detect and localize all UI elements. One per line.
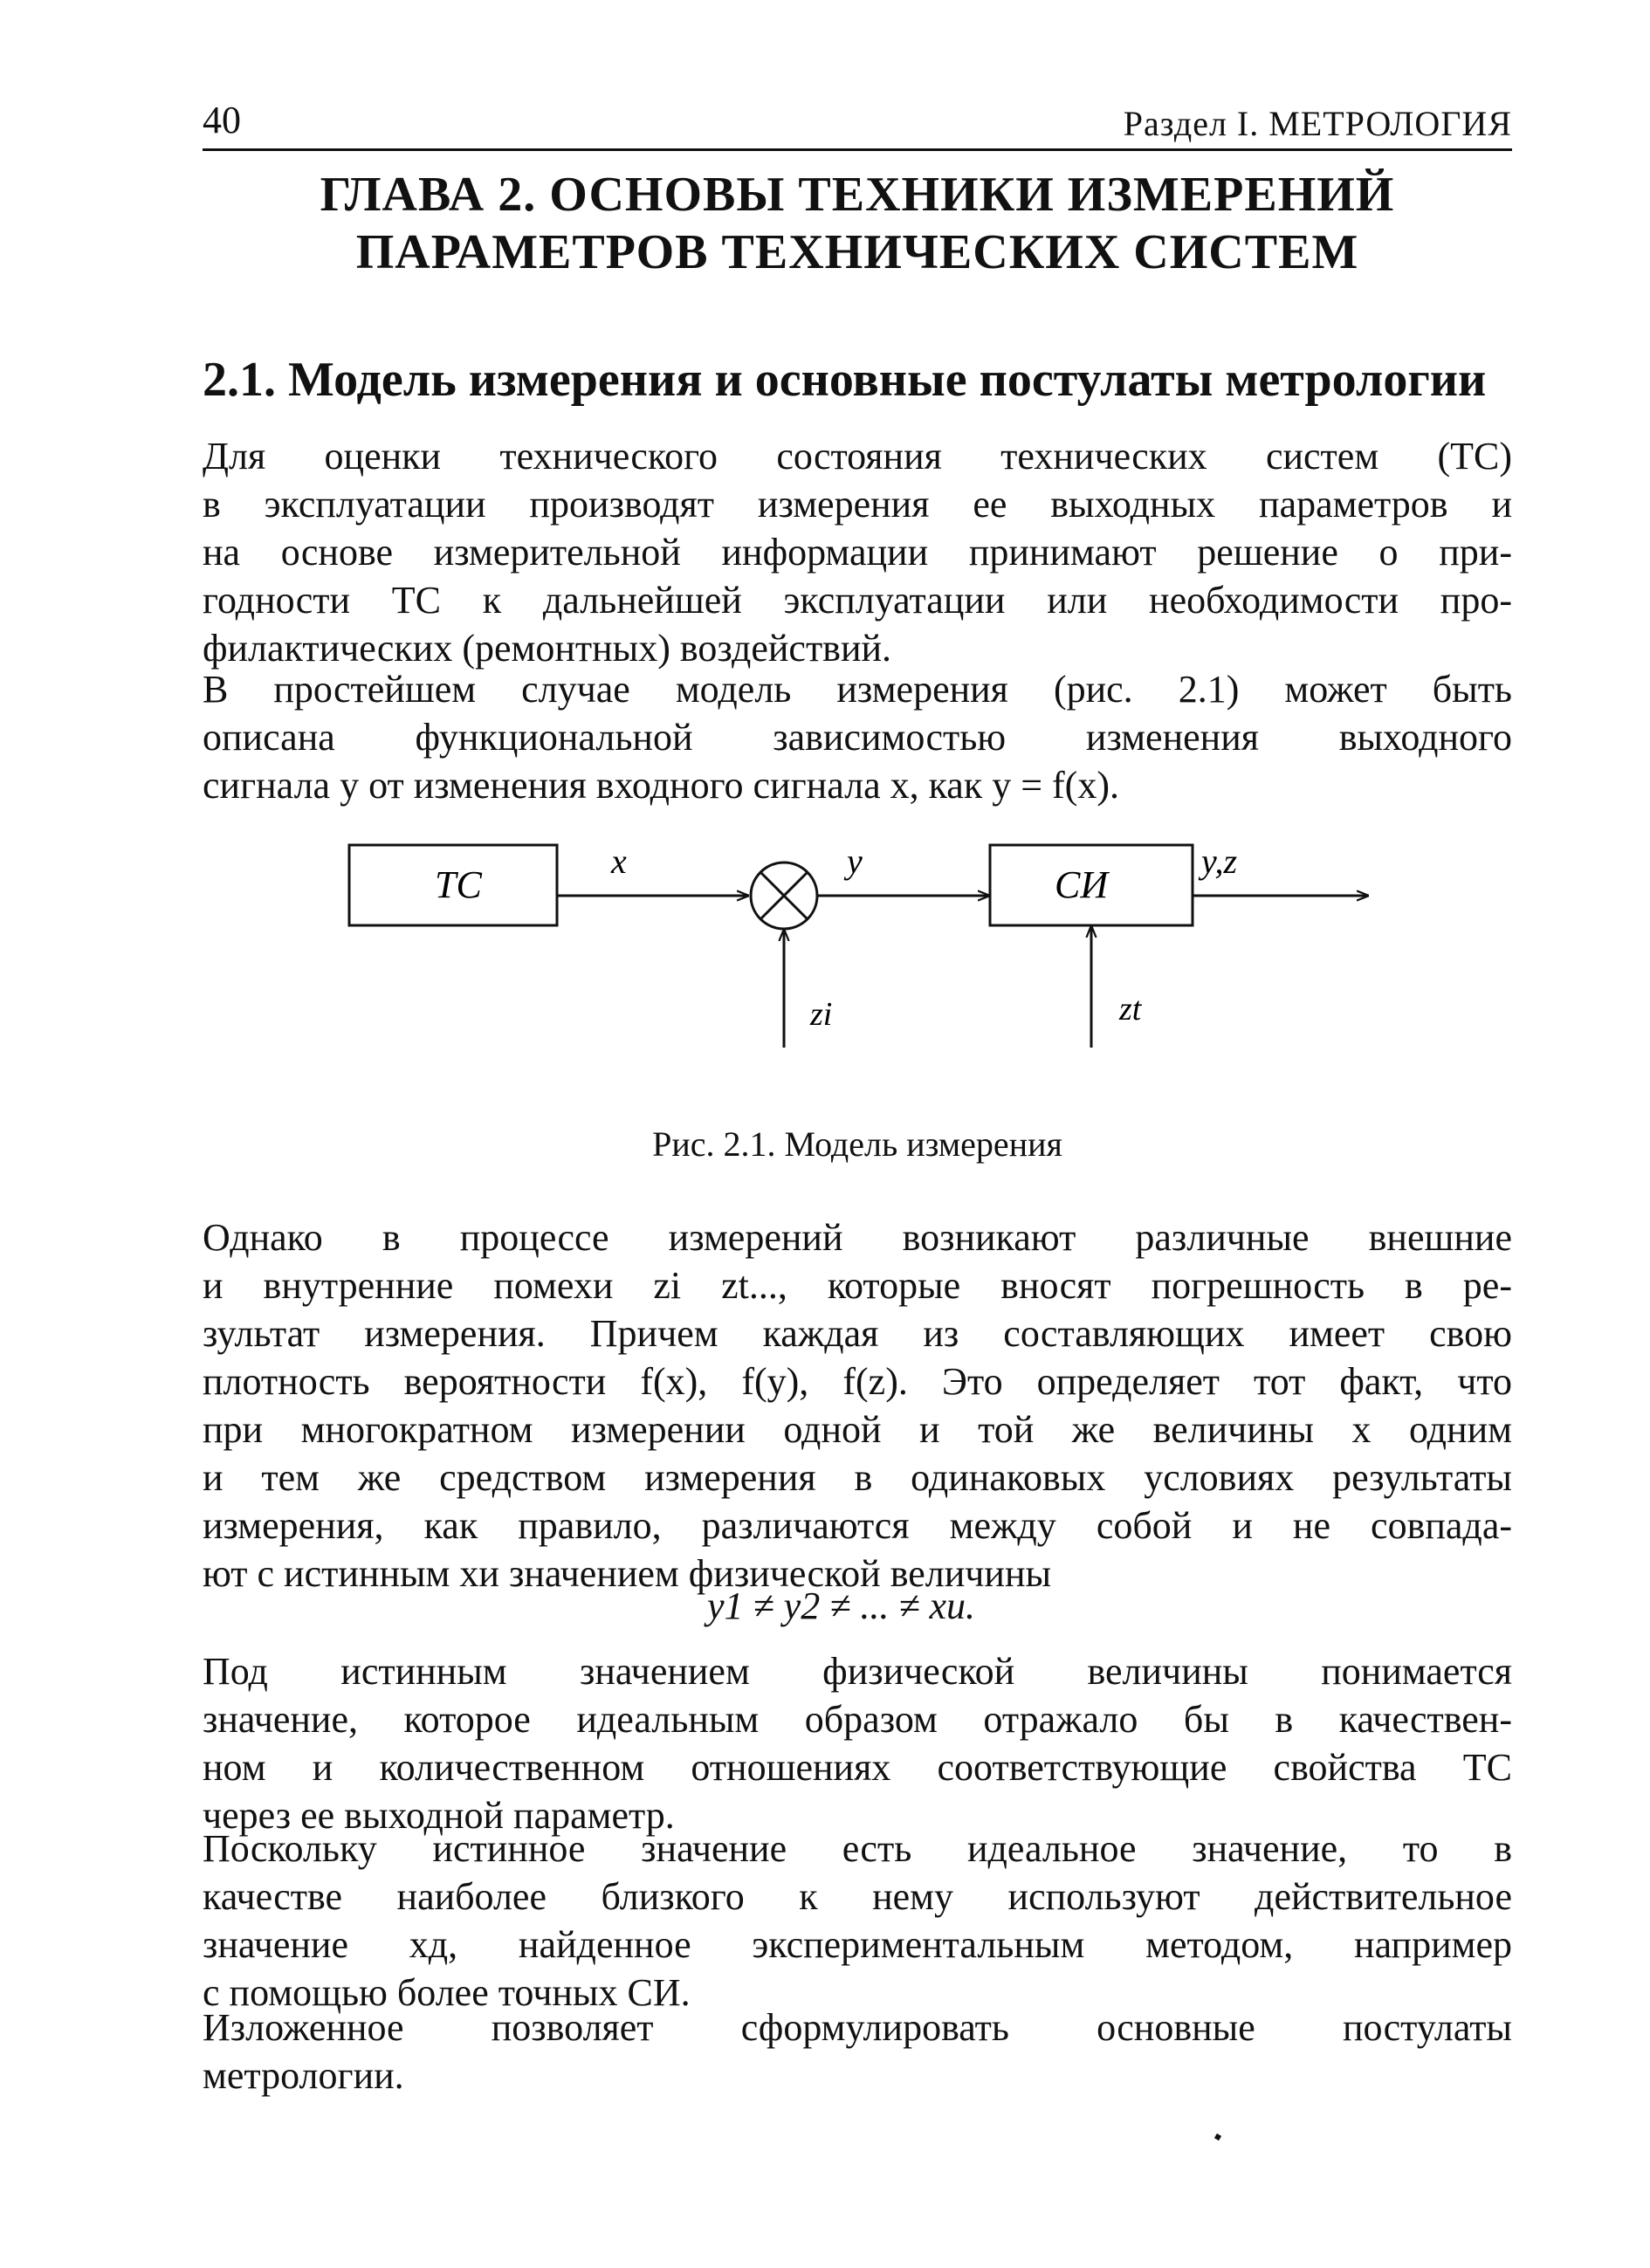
- text-line: плотность вероятности f(x), f(y), f(z). Это определяет тот факт, что: [203, 1360, 1512, 1403]
- summing-junction: [751, 863, 817, 929]
- label-x: x: [611, 842, 627, 881]
- chapter-heading: [203, 166, 1512, 281]
- text-line: на основе измерительной информации принимают решение о при-: [203, 531, 1512, 574]
- text-line: при многократном измерении одной и той же величины x одним: [203, 1408, 1512, 1451]
- text-line: ют с истинным xи значением физической величины: [203, 1552, 1052, 1595]
- page-header: [203, 98, 1512, 150]
- page-number: 40: [203, 99, 241, 141]
- text-line: Однако в процессе измерений возникают различные внешние: [203, 1216, 1512, 1259]
- text-line: В простейшем случае модель измерения (рис. 2.1) может быть: [203, 668, 1512, 711]
- text-line: с помощью более точных СИ.: [203, 1971, 691, 2014]
- text-line: значение xд, найденное экспериментальным методом, например: [203, 1923, 1512, 1966]
- text-line: Изложенное позволяет сформулировать основные постулаты: [203, 2006, 1512, 2049]
- running-section-title: Раздел I. МЕТРОЛОГИЯ: [1123, 104, 1512, 143]
- block-ts-label: ТС: [435, 863, 482, 906]
- paragraph-1: [203, 432, 1512, 672]
- text-line: через ее выходной параметр.: [203, 1794, 675, 1837]
- paragraph-3: [203, 1213, 1512, 1598]
- inequality-formula: y1 ≠ y2 ≠ ... ≠ xи.: [707, 1584, 976, 1627]
- text-line: зультат измерения. Причем каждая из составляющих имеет свою: [203, 1312, 1512, 1355]
- label-zt: zt: [1119, 991, 1142, 1027]
- paragraph-6: [203, 2003, 1512, 2100]
- chapter-heading-line-2: ПАРАМЕТРОВ ТЕХНИЧЕСКИХ СИСТЕМ: [355, 225, 1359, 279]
- text-line: значение, которое идеальным образом отражало бы в качествен-: [203, 1698, 1512, 1741]
- text-line: Для оценки технического состояния технических систем (ТС): [203, 435, 1512, 478]
- paragraph-4: [203, 1647, 1512, 1839]
- label-y: y: [847, 842, 863, 881]
- text-line: сигнала y от изменения входного сигнала x, как y = f(x).: [203, 764, 1119, 807]
- text-line: годности ТС к дальнейшей эксплуатации или необходимости про-: [203, 579, 1512, 622]
- text-line: и внутренние помехи zi zt..., которые вносят погрешность в ре-: [203, 1264, 1512, 1307]
- measurement-model-diagram: [332, 829, 1397, 1065]
- text-line: Поскольку истинное значение есть идеальное значение, то в: [203, 1827, 1512, 1870]
- paragraph-5: [203, 1825, 1512, 2017]
- section-heading: 2.1. Модель измерения и основные постулаты метрологии: [203, 353, 1487, 407]
- block-si-label: СИ: [1055, 863, 1109, 906]
- text-line: ном и количественном отношениях соответствующие свойства ТС: [203, 1746, 1512, 1789]
- label-zi: zi: [810, 996, 833, 1033]
- figure-caption: Рис. 2.1. Модель измерения: [652, 1124, 1062, 1164]
- label-yz: y,z: [1201, 842, 1238, 881]
- paragraph-2: [203, 665, 1512, 809]
- text-line: метрологии.: [203, 2054, 404, 2097]
- text-line: в эксплуатации производят измерения ее выходных параметров и: [203, 483, 1512, 526]
- text-line: филактических (ремонтных) воздействий.: [203, 627, 892, 670]
- chapter-heading-line-1: ГЛАВА 2. ОСНОВЫ ТЕХНИКИ ИЗМЕРЕНИЙ: [320, 168, 1395, 222]
- text-line: качестве наиболее близкого к нему используют действительное: [203, 1875, 1512, 1918]
- text-line: и тем же средством измерения в одинаковых условиях результаты: [203, 1456, 1512, 1499]
- text-line: измерения, как правило, различаются между собой и не совпада-: [203, 1504, 1512, 1547]
- print-speck: [1214, 2134, 1221, 2141]
- text-line: описана функциональной зависимостью изменения выходного: [203, 716, 1512, 759]
- header-rule: [203, 148, 1512, 151]
- text-line: Под истинным значением физической величины понимается: [203, 1650, 1512, 1693]
